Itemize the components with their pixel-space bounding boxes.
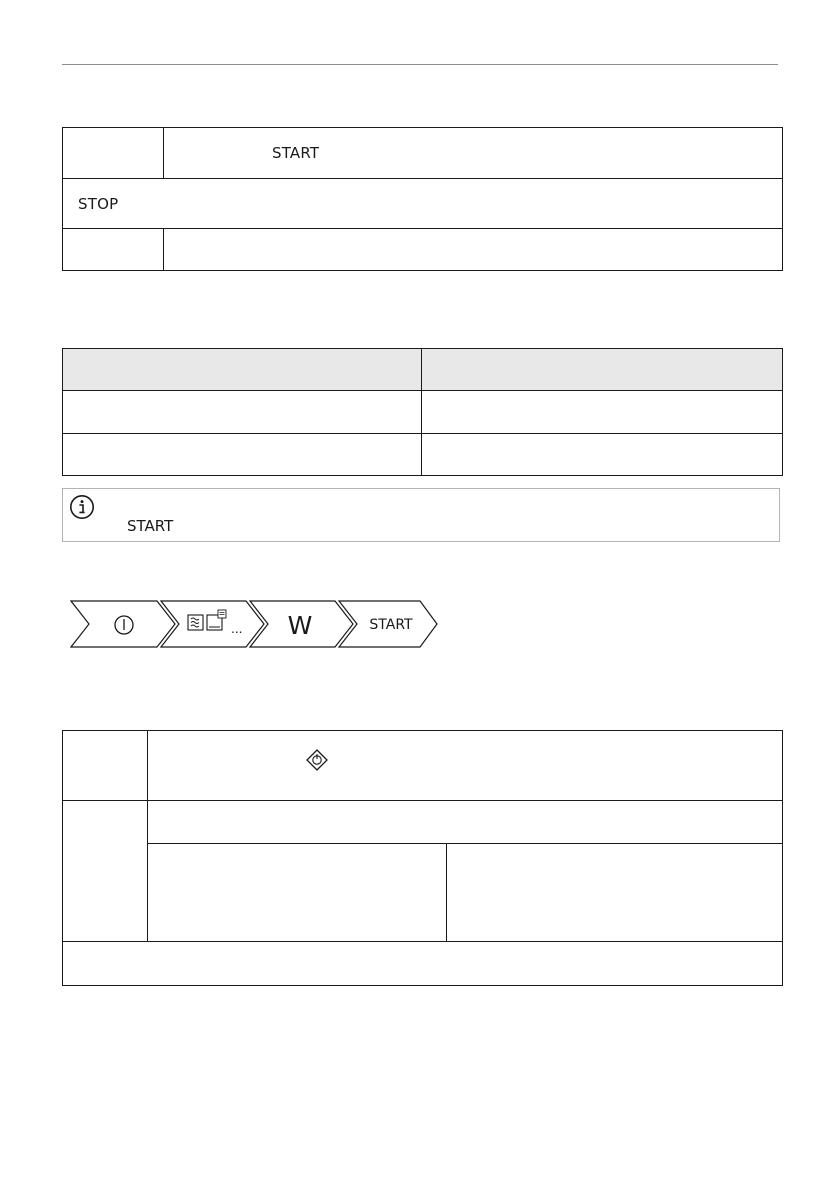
step-sequence: [70, 600, 440, 648]
instruction-cell: [63, 179, 783, 229]
power-level-label: W: [287, 611, 313, 640]
step-cell: [63, 128, 164, 179]
table-row: [63, 731, 783, 801]
start-button-label: START: [127, 517, 174, 535]
header-rule: [62, 64, 778, 65]
table-row: [63, 128, 783, 179]
table-cell: [422, 434, 783, 476]
step-function: [161, 601, 264, 647]
step-power: [71, 601, 175, 647]
instruction-cell: [148, 801, 783, 844]
start-label: START: [369, 617, 413, 633]
start-diamond-icon: [306, 749, 328, 775]
step-cell: [63, 229, 164, 271]
instruction-cell: [164, 128, 783, 179]
stop-button-label: STOP: [78, 194, 119, 213]
info-icon: [69, 494, 95, 524]
info-note: [62, 488, 780, 542]
table-row: [63, 229, 783, 271]
instruction-cell: [164, 229, 783, 271]
table-cell: [148, 844, 447, 942]
start-button-label: START: [272, 144, 320, 162]
instruction-cell: [63, 942, 783, 986]
table-cell: [447, 844, 783, 942]
function-ellipsis: ...: [231, 622, 243, 636]
table-row: [63, 179, 783, 229]
instruction-cell: [148, 731, 783, 801]
table-start-diamond: [62, 730, 783, 986]
column-header: [422, 349, 783, 391]
table-row: [63, 391, 783, 434]
table-row: [63, 434, 783, 476]
table-cell: [63, 434, 422, 476]
step-power-level: [250, 601, 353, 647]
table-row: [63, 942, 783, 986]
step-cell: [63, 731, 148, 801]
step-cell: [63, 801, 148, 942]
table-row: [63, 844, 783, 942]
table-two-column: [62, 348, 783, 476]
table-header-row: [63, 349, 783, 391]
table-cell: [422, 391, 783, 434]
table-row: [63, 801, 783, 844]
table-cell: [63, 391, 422, 434]
table-start-stop: [62, 127, 783, 271]
column-header: [63, 349, 422, 391]
